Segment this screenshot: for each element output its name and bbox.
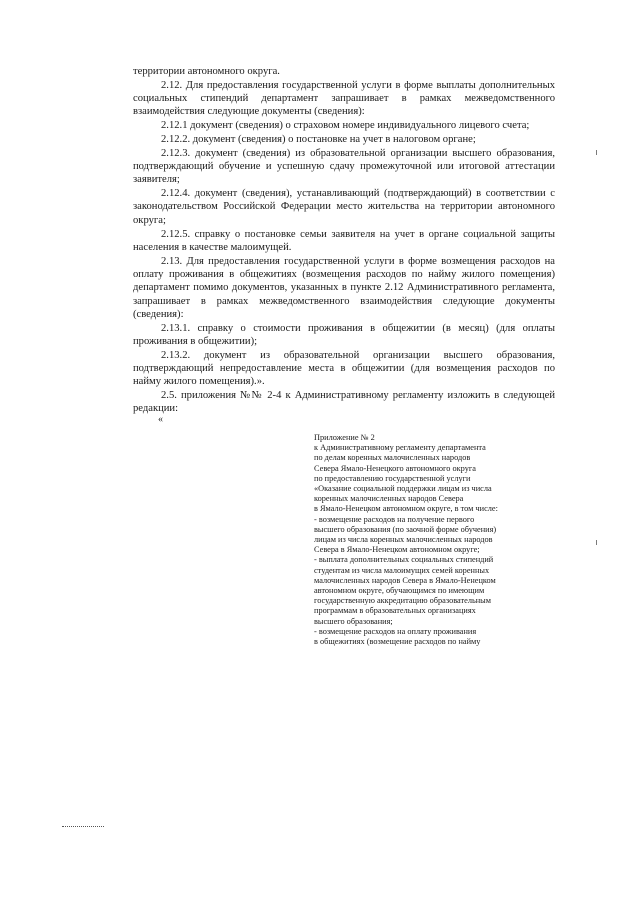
appendix-line: лицам из числа коренных малочисленных народов <box>314 535 493 545</box>
appendix-line: - возмещение расходов на оплату проживания <box>314 626 477 636</box>
scan-artifact-edge-mark <box>596 540 597 545</box>
paragraph-2-5: 2.5. приложения №№ 2-4 к Административному регламенту изложить в следующей редакции: <box>133 390 555 415</box>
scan-artifact-edge-mark <box>596 150 597 155</box>
appendix-line: по предоставлению государственной услуги <box>314 473 471 483</box>
appendix-line: государственную аккредитацию образовательным <box>314 596 492 606</box>
appendix-header-block <box>314 433 564 647</box>
appendix-line: к Административному регламенту департамента <box>314 443 486 453</box>
paragraph-2-12-1: 2.12.1 документ (сведения) о страховом номере индивидуального лицевого счета; <box>161 120 530 132</box>
scan-artifact-dash <box>62 826 104 827</box>
appendix-line: высшего образования (по заочной форме обучения) <box>314 524 497 534</box>
appendix-line: высшего образования; <box>314 616 393 626</box>
paragraph-2-12-2: 2.12.2. документ (сведения) о постановке на учет в налоговом органе; <box>161 133 476 145</box>
appendix-line: коренных малочисленных народов Севера <box>314 494 464 504</box>
opening-quote-mark: « <box>158 414 163 425</box>
appendix-line: Севера Ямало-Ненецкого автономного округа <box>314 463 476 473</box>
appendix-line: малочисленных народов Севера в Ямало-Ненецком <box>314 575 496 585</box>
paragraph-2-12: 2.12. Для предоставления государственной услуги в форме выплаты дополнительных социальных стипендий департамент запрашивает в рамках межведомственного взаимодействия следующие документы (сведения): <box>133 79 555 118</box>
appendix-line: в Ямало-Ненецком автономном округе, в том числе: <box>314 504 498 514</box>
paragraph-2-13: 2.13. Для предоставления государственной услуги в форме возмещения расходов на оплату проживания в общежитиях (возмещения расходов по найму жилого помещения) департамент помимо документов, указанных в пункте 2.12 Административного регламента, запрашивает в рамках межведомственного взаимодействия следующие документы (сведения): <box>133 255 555 320</box>
appendix-line: студентам из числа малоимущих семей коренных <box>314 565 490 575</box>
appendix-line: Севера в Ямало-Ненецком автономном округе; <box>314 545 480 555</box>
appendix-title: Приложение № 2 <box>314 433 375 442</box>
appendix-line: автономном округе, обучающимся по имеющим <box>314 586 485 596</box>
paragraph-2-13-2: 2.13.2. документ из образовательной организации высшего образования, подтверждающий непредоставление места в общежитии (для возмещения расходов по найму жилого помещения).». <box>133 349 555 388</box>
appendix-line: - выплата дополнительных социальных стипендий <box>314 555 494 565</box>
paragraph-continuation: территории автономного округа. <box>133 66 280 77</box>
appendix-line: - возмещение расходов на получение первого <box>314 514 475 524</box>
paragraph-2-12-4: 2.12.4. документ (сведения), устанавливающий (подтверждающий) в соответствии с законодательством Российской Федерации место жительства на территории автономного округа; <box>133 188 555 226</box>
paragraph-2-13-1: 2.13.1. справку о стоимости проживания в общежитии (в месяц) (для оплаты проживания в общежитии); <box>133 322 555 347</box>
appendix-line: программам в образовательных организациях <box>314 606 476 616</box>
paragraph-2-12-3: 2.12.3. документ (сведения) из образовательной организации высшего образования, подтверждающий обучение и успешную сдачу промежуточной или итоговой аттестации заявителя; <box>133 147 555 186</box>
paragraph-2-12-5: 2.12.5. справку о постановке семьи заявителя на учет в органе социальной защиты населения в качестве малоимущей. <box>133 228 555 253</box>
appendix-line: «Оказание социальной поддержки лицам из числа <box>314 484 492 494</box>
appendix-line: в общежитиях (возмещение расходов по найму <box>314 637 481 647</box>
appendix-line: по делам коренных малочисленных народов <box>314 453 471 463</box>
main-text-body <box>133 65 555 416</box>
